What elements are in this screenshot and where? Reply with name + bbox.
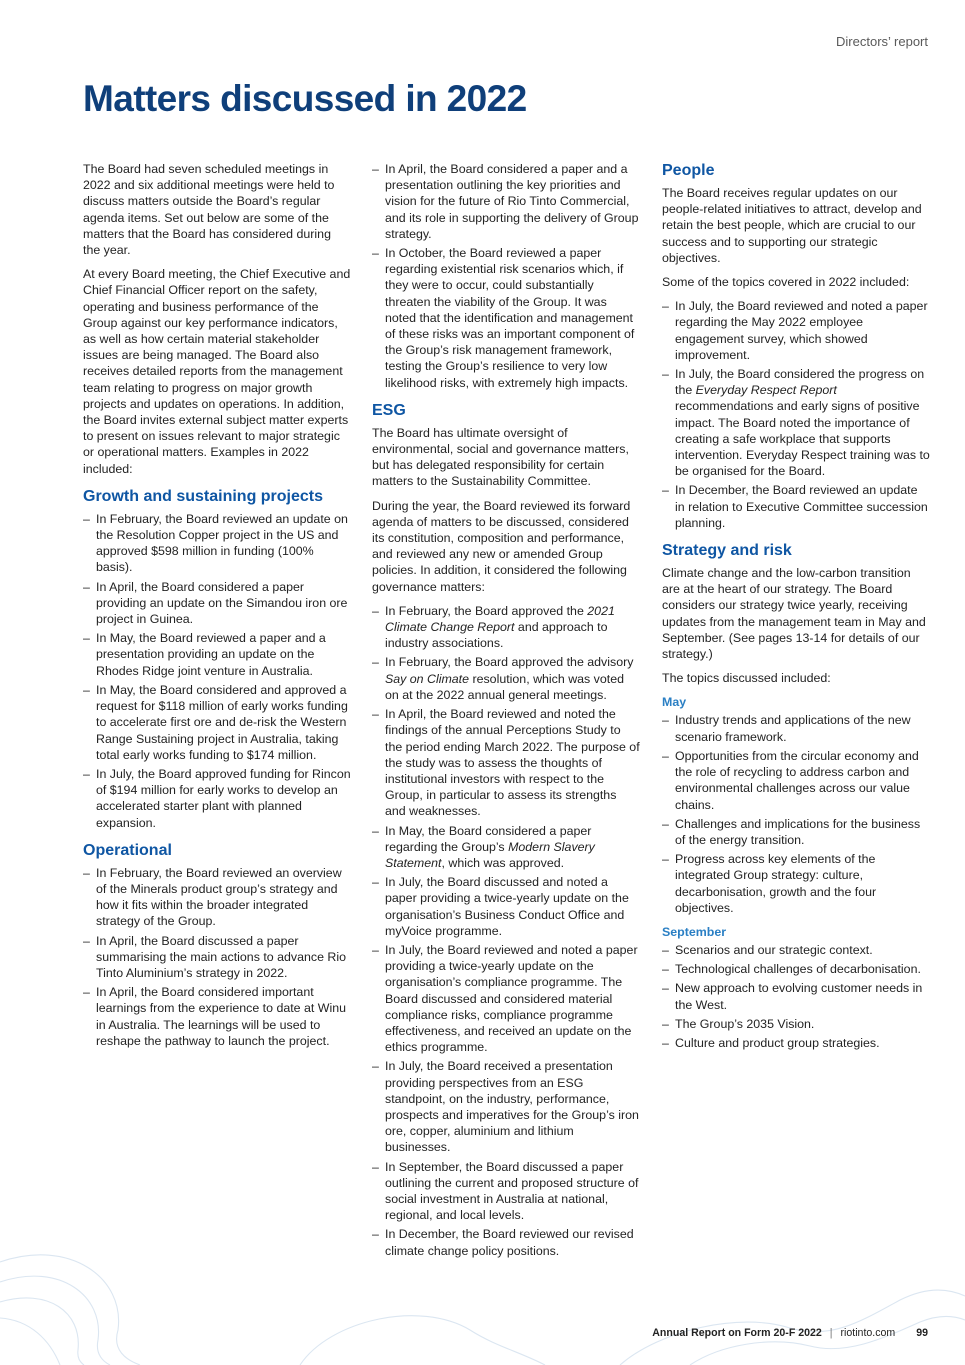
list-item: – In September, the Board discussed a paper outlining the current and proposed structure of social investment in Australia at national, regional, and local levels. [372,1159,640,1224]
intro-paragraph: The Board had seven scheduled meetings in 2022 and six additional meetings were held to discuss matters outside the Board’s regular agenda items. Set out below are some of the matters that the Board has considered during the year. [83,162,335,258]
list-item: – In February, the Board approved the advisory Say on Climate resolution, which was voted on at the 2022 annual general meetings. [372,654,640,703]
list-item: – In July, the Board reviewed and noted a paper providing a twice-yearly update on the organisation’s compliance programme. The Board discussed and considered material compliance risks, compliance programme effectiveness, and received an update on the ethics programme. [372,942,640,1055]
esg-heading: ESG [372,401,406,419]
list-item: – Industry trends and applications of the new scenario framework. [662,712,930,744]
operational-list [83,865,351,1049]
section-label: Directors’ report [836,34,928,49]
september-list [662,942,930,1051]
list-item: – In May, the Board considered a paper regarding the Group’s Modern Slavery Statement, which was approved. [372,823,640,872]
list-item: – In April, the Board reviewed and noted the findings of the annual Perceptions Study to the period ending March 2022. The purpose of the study was to assess the thoughts of institutional investors with respect to the Group, in particular to assess its strengths and weaknesses. [372,706,640,819]
report-name: Annual Report on Form 20-F 2022 [652,1327,822,1339]
list-item: – Progress across key elements of the integrated Group strategy: culture, decarbonisation, growth and the four objectives. [662,851,930,916]
list-item: – In December, the Board reviewed an update in relation to Executive Committee succession planning. [662,482,930,531]
list-item: – In July, the Board discussed and noted a paper providing a twice-yearly update on the organisation’s Business Conduct Office and myVoice programme. [372,874,640,939]
list-item: – In July, the Board considered the progress on the Everyday Respect Report recommendations and early signs of positive impact. The Board noted the importance of creating a safe workplace that supports intervention. Everyday Respect training was to be organised for the Board. [662,366,930,479]
september-subheading: September [662,924,727,939]
list-item: – In April, the Board considered important learnings from the experience to date at Winu in Australia. The learnings will be used to reshape the pathway to launch the project. [83,984,351,1049]
esg-paragraph: The Board has ultimate oversight of environmental, social and governance matters, but has delegated responsibility for certain matters to the Sustainability Committee. [372,425,629,489]
strategy-heading: Strategy and risk [662,542,792,560]
page-footer [652,1327,928,1339]
esg-list [372,603,640,1259]
list-item: – In July, the Board reviewed and noted a paper regarding the May 2022 employee engagement survey, which showed improvement. [662,298,930,363]
footer-separator: | [829,1327,833,1339]
list-item: – In April, the Board considered a paper and a presentation outlining the key priorities and vision for the future of Rio Tinto Commercial, and its role in supporting the delivery of Group strategy. [372,161,640,242]
people-paragraph: The Board receives regular updates on our people-related initiatives to attract, develop and retain the best people, which are crucial to our success and to supporting our strategic objectives. [662,186,922,265]
list-item: – Culture and product group strategies. [662,1035,930,1051]
list-item: – Technological challenges of decarbonisation. [662,961,930,977]
growth-heading: Growth and sustaining projects [83,487,324,505]
list-item: – Scenarios and our strategic context. [662,942,930,958]
list-item: – Opportunities from the circular economy and the role of recycling to address carbon and environmental challenges across our value chains. [662,748,930,813]
page-title: Matters discussed in 2022 [83,78,527,119]
list-item: – In February, the Board reviewed an overview of the Minerals product group’s strategy and how it fits within the broader integrated strategy of the Group. [83,865,351,930]
growth-list [83,511,351,831]
list-item: – The Group’s 2035 Vision. [662,1016,930,1032]
esg-paragraph: During the year, the Board reviewed its forward agenda of matters to be discussed, considered its constitution, composition and performance, and reviewed any new or amended Group policies. In addition, it considered the following governance matters: [372,498,631,594]
list-item: – Challenges and implications for the business of the energy transition. [662,816,930,848]
may-subheading: May [662,695,687,710]
list-item: – In February, the Board approved the 2021 Climate Change Report and approach to industry associations. [372,603,640,652]
people-heading: People [662,162,715,179]
list-item: – In April, the Board discussed a paper summarising the main actions to advance Rio Tinto Aluminium’s strategy in 2022. [83,933,351,982]
strategy-paragraph: The topics discussed included: [662,671,831,686]
website-link[interactable]: riotinto.com [840,1327,896,1339]
list-item: – In July, the Board received a presentation providing perspectives from an ESG standpoint, on the industry, performance, prospects and imperatives for the Group’s iron ore, copper, aluminium and lithium businesses. [372,1058,640,1155]
may-list [662,712,930,915]
intro-paragraph: At every Board meeting, the Chief Executive and Chief Financial Officer report on the safety, operating and business performance of the Group against our key performance indicators, as well as how certain material stakeholder issues are being managed. The Board also receives detailed reports from the management team relating to progress on major growth projects and updates on operations. In addition, the Board invites external subject matter experts to present on issues relevant to major strategic or operational matters. Examples in 2022 included: [83,267,351,476]
column-right [662,161,930,1059]
list-item: – In February, the Board reviewed an update on the Resolution Copper project in the US and approved $598 million in funding (100% basis). [83,511,351,576]
page-number: 99 [916,1327,928,1339]
column-middle [372,161,640,1267]
operational-heading: Operational [83,841,172,859]
people-paragraph: Some of the topics covered in 2022 included: [662,275,910,290]
list-item: – In October, the Board reviewed a paper regarding existential risk scenarios which, if they were to occur, could substantially threaten the viability of the Group. It was noted that the identification and management of these risks was an important component of the Group’s risk management framework, testing the Group’s resilience to very low likelihood risks, with extremely high impacts. [372,245,640,391]
people-list [662,298,930,531]
column-left [83,161,351,1057]
list-item: – New approach to evolving customer needs in the West. [662,980,930,1012]
list-item: – In December, the Board reviewed our revised climate change policy positions. [372,1226,640,1258]
operational-list-continued [372,161,640,391]
list-item: – In May, the Board considered and approved a request for $118 million of early works funding to accelerate first ore and de-risk the Western Range Sustaining project in Australia, taking total early works funding to $174 million. [83,682,351,763]
list-item: – In April, the Board considered a paper providing an update on the Simandou iron ore project in Guinea. [83,579,351,628]
list-item: – In May, the Board reviewed a paper and a presentation providing an update on the Rhodes Ridge joint venture in Australia. [83,630,351,679]
strategy-paragraph: Climate change and the low-carbon transition are at the heart of our strategy. The Board considers our strategy twice yearly, receiving updates from the management team in May and September. (See pages 13-14 for details of our strategy.) [662,566,926,662]
list-item: – In July, the Board approved funding for Rincon of $194 million for early works to develop an accelerated starter plant with planned expansion. [83,766,351,831]
